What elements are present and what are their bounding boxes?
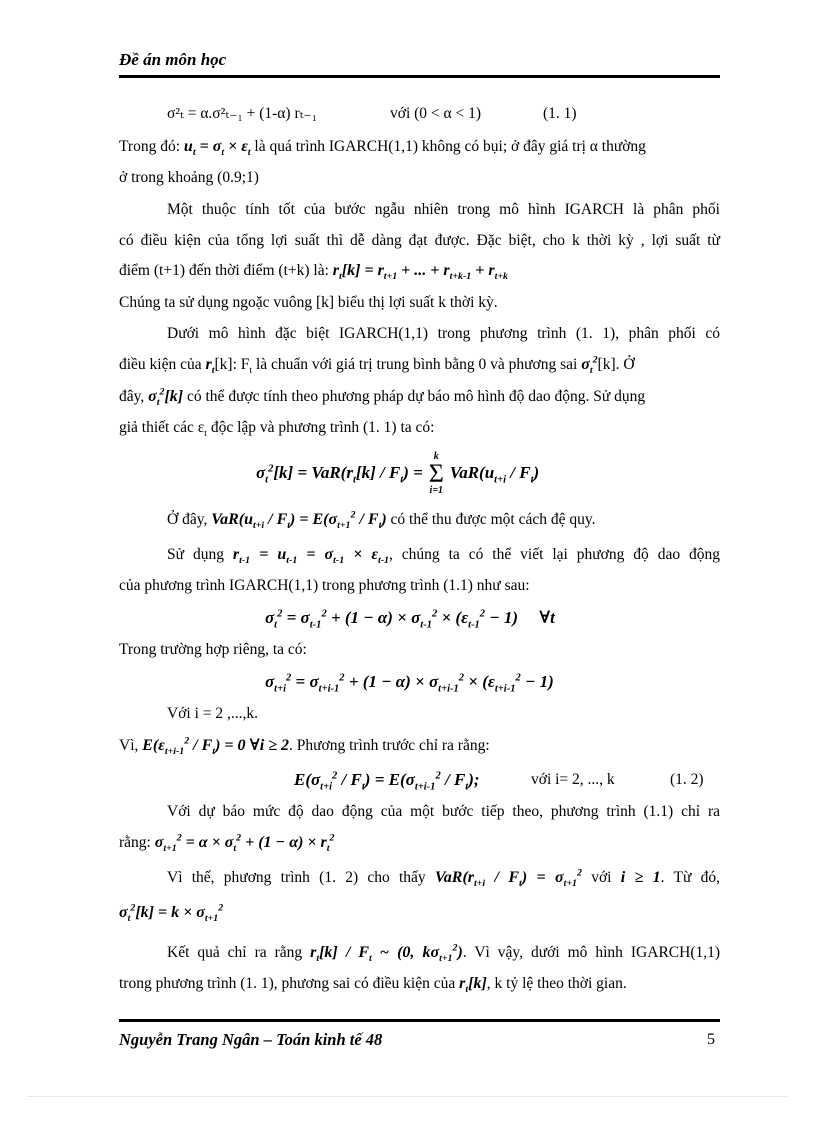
equation-formula: σ²ₜ = α.σ²ₜ₋₁ + (1-α) rₜ₋₁ <box>167 105 318 122</box>
paragraph-line: có điều kiện của tổng lợi suất thì dễ dàng đạt được. Đặc biệt, cho k thời kỳ , lợi suất từ <box>119 232 720 249</box>
header-rule <box>119 75 720 78</box>
equation-var: $\sigma_t^2[k] = VaR(r_t[k] / F_t)$ = k Σ i=1 $VaR(u_{t+i} / F_t)$ <box>256 451 540 496</box>
paragraph-line: rằng: $\sigma_{t+1}^2 = \alpha \times \sigma_t^2 + (1 - \alpha) \times r_t^2$ <box>119 832 335 855</box>
equation-sigma-ti: $\sigma_{t+i}^2 = \sigma_{t+i-1}^2 + (1 - \alpha) \times \sigma_{t+i-1}^2 \times (\varepsilon_{t+i-1}^2 - 1)$ <box>265 672 554 695</box>
paragraph-line: Trong đó: $u_t = \sigma_t \times \varepsilon_t$ là quá trình IGARCH(1,1) không có bụi; ở đây giá trị α thường <box>119 138 646 159</box>
formula-ut: $u_t = \sigma_t \times \varepsilon_t$ <box>183 138 251 159</box>
paragraph-line: Trong trường hợp riêng, ta có: <box>119 641 307 658</box>
paragraph-line: Kết quả chỉ ra rằng $r_t[k] / F_t$ ~ (0, $k\sigma_{t+1}^2$). Vì vậy, dưới mô hình IGARCH(1,1) <box>167 942 721 965</box>
paragraph-line: Với dự báo mức độ dao động của một bước tiếp theo, phương trình (1.1) chỉ ra <box>167 803 720 820</box>
paragraph-line: đây, $\sigma_t^2[k]$ có thể được tính theo phương pháp dự báo mô hình độ dao động. Sử dụng <box>119 386 646 409</box>
sum-symbol: k Σ i=1 <box>428 451 444 496</box>
paragraph-line: $\sigma_t^2[k] = k \times \sigma_{t+1}^2$ <box>119 902 224 925</box>
paragraph-line: Chúng ta sử dụng ngoặc vuông [k] biểu thị lợi suất k thời kỳ. <box>119 294 498 311</box>
paragraph-line: Vì, $E(\varepsilon_{t+i-1}^2 / F_t) = 0$ ∀i ≥ 2. Phương trình trước chỉ ra rằng: <box>119 735 490 758</box>
paragraph-line: trong phương trình (1. 1), phương sai có điều kiện của $r_t[k]$, k tỷ lệ theo thời gian. <box>119 975 627 996</box>
paragraph-line: giả thiết các $\varepsilon_t$ độc lập và phương trình (1. 1) ta có: <box>119 419 435 440</box>
footer-author: Nguyễn Trang Ngân – Toán kinh tế 48 <box>119 1030 383 1049</box>
equation-1-2: $E(\sigma_{t+i}^2 / F_t) = E(\sigma_{t+i-1}^2 / F_t)$; <box>294 770 480 793</box>
paragraph-line: Dưới mô hình đặc biệt IGARCH(1,1) trong phương trình (1. 1), phân phối có <box>167 325 720 342</box>
equation-number: (1. 1) <box>543 105 577 122</box>
paragraph-line: điểm (t+1) đến thời điểm (t+k) là: $r_t[k] = r_{t+1}$ + ... + $r_{t+k-1} + r_{t+k}$ <box>119 262 508 283</box>
paragraph-line: Với i = 2 ,...,k. <box>167 705 258 722</box>
page-number: 5 <box>707 1031 715 1048</box>
equation-sigma-t: $\sigma_t^2 = \sigma_{t-1}^2 + (1 - \alpha) \times \sigma_{t-1}^2 \times (\varepsilon_{t-1}^2 - 1)$ ∀t <box>265 608 555 631</box>
equation-1-1 <box>167 103 317 125</box>
header-title: Đề án môn học <box>119 50 227 69</box>
equation-condition: với (0 < α < 1) <box>390 105 482 122</box>
footer-rule <box>119 1019 720 1022</box>
paragraph-line: Sử dụng $r_{t-1} = u_{t-1} = \sigma_{t-1} \times \varepsilon_{t-1}$, chúng ta có thể viết lại phương độ dao động <box>167 546 721 567</box>
paragraph-line: Một thuộc tính tốt của bước ngẫu nhiên trong mô hình IGARCH là phân phối <box>167 201 720 218</box>
paragraph-line: Ở đây, $VaR(u_{t+i} / F_t) = E(\sigma_{t+1}^2 / F_t)$ có thể thu được một cách đệ quy. <box>167 509 596 532</box>
paragraph-line: ở trong khoảng (0.9;1) <box>119 169 259 186</box>
paragraph-line: điều kiện của $r_t[k]$: $F_t$ là chuẩn với giá trị trung bình bằng 0 và phương sai $\sigma_t^2[k]$. Ở <box>119 354 635 377</box>
equation-condition: với i= 2, ..., k <box>531 771 615 788</box>
paragraph-line: của phương trình IGARCH(1,1) trong phương trình (1.1) như sau: <box>119 577 530 594</box>
page-boundary <box>28 1096 788 1097</box>
equation-number: (1. 2) <box>670 771 704 788</box>
formula-rt-k: $r_t[k] = r_{t+1}$ + ... + $r_{t+k-1} + r_{t+k}$ <box>332 262 508 283</box>
paragraph-line: Vì thế, phương trình (1. 2) cho thấy $VaR(r_{t+i} / F_t) = \sigma_{t+1}^2$ với i ≥ 1. Từ đó, <box>167 867 720 890</box>
